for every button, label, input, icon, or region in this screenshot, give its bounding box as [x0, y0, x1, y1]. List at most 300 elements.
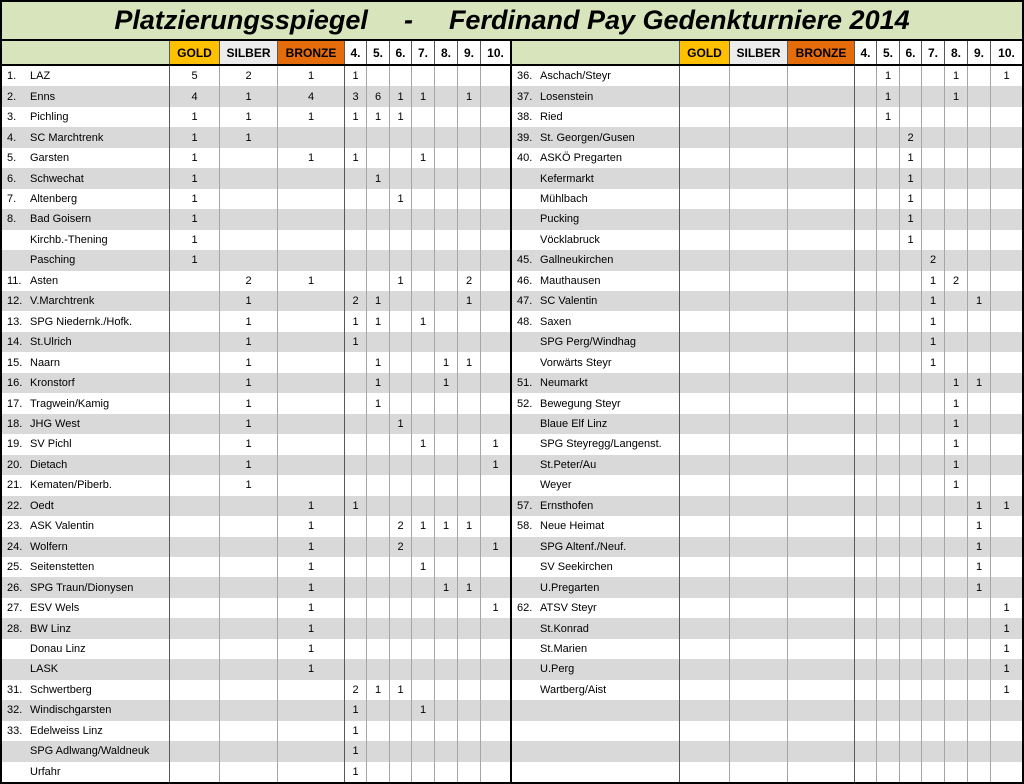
header-place-4: 4. — [345, 41, 367, 64]
header-gold: GOLD — [170, 41, 220, 64]
place-4-count — [855, 230, 877, 250]
team-cell — [2, 721, 170, 741]
place-10-count: 1 — [492, 602, 499, 615]
team-cell — [512, 639, 680, 659]
place-8-count — [945, 598, 968, 618]
rank-label: 24. — [7, 540, 23, 553]
table-row — [2, 393, 510, 413]
place-9-count — [458, 659, 481, 679]
silber-count — [220, 168, 278, 188]
place-4-count — [855, 332, 877, 352]
place-5-count — [877, 311, 900, 331]
place-6-count — [900, 373, 922, 393]
place-7-count: 1 — [412, 516, 435, 536]
bronze-count — [788, 434, 855, 454]
rank-label: 27. — [7, 602, 23, 615]
bronze-count — [788, 741, 855, 761]
place-10-count — [991, 168, 1022, 188]
silber-count — [730, 577, 788, 597]
place-9-count: 1 — [458, 291, 481, 311]
place-10-count — [481, 393, 510, 413]
gold-count — [680, 189, 730, 209]
gold-count — [170, 496, 220, 516]
place-9-count — [458, 618, 481, 638]
gold-count — [170, 271, 220, 291]
silber-count — [730, 86, 788, 106]
place-5-count — [877, 496, 900, 516]
team-name: SC Valentin — [540, 295, 598, 308]
bronze-count — [278, 209, 345, 229]
team-cell — [2, 291, 170, 311]
place-10-count — [481, 680, 510, 700]
silber-count — [220, 577, 278, 597]
silber-count — [730, 455, 788, 475]
team-cell — [512, 721, 680, 741]
place-10-count — [991, 557, 1022, 577]
rank-label: 38. — [517, 111, 533, 124]
place-4-count — [345, 598, 367, 618]
place-8-count — [945, 250, 968, 270]
bronze-count — [788, 618, 855, 638]
team-name: Mauthausen — [540, 274, 601, 287]
silber-count — [220, 537, 278, 557]
silber-count — [220, 639, 278, 659]
table-row — [2, 332, 510, 352]
gold-count — [680, 414, 730, 434]
place-8-count — [945, 557, 968, 577]
place-4-count — [345, 659, 367, 679]
gold-count: 1 — [170, 209, 220, 229]
team-cell — [512, 516, 680, 536]
place-10-count — [481, 496, 510, 516]
place-5-count — [877, 127, 900, 147]
place-6-count — [900, 475, 922, 495]
team-name: Windischgarsten — [30, 704, 112, 717]
table-row — [512, 311, 1022, 331]
team-cell — [512, 311, 680, 331]
silber-count — [730, 189, 788, 209]
place-8-count — [435, 618, 458, 638]
table-right — [512, 41, 1022, 782]
place-10-count: 1 — [492, 438, 499, 451]
place-6-count — [900, 86, 922, 106]
place-8-count — [435, 332, 458, 352]
place-4-count — [855, 352, 877, 372]
header-place-5: 5. — [877, 41, 900, 64]
place-4-count — [345, 393, 367, 413]
silber-count — [730, 741, 788, 761]
bronze-count: 1 — [278, 577, 345, 597]
bronze-count — [278, 680, 345, 700]
bronze-count — [788, 700, 855, 720]
place-10-count — [481, 700, 510, 720]
place-4-count — [345, 557, 367, 577]
place-5-count — [367, 557, 390, 577]
bronze-count — [788, 311, 855, 331]
team-cell — [512, 434, 680, 454]
place-6-count — [390, 659, 412, 679]
place-6-count — [900, 271, 922, 291]
place-8-count — [435, 762, 458, 782]
table-row — [2, 352, 510, 372]
team-name: Saxen — [540, 315, 572, 328]
place-8-count — [435, 496, 458, 516]
gold-count — [680, 741, 730, 761]
place-6-count — [390, 762, 412, 782]
place-9-count — [968, 700, 991, 720]
team-name: Neue Heimat — [540, 520, 605, 533]
table-row — [2, 537, 510, 557]
place-6-count: 1 — [390, 107, 412, 127]
place-7-count — [922, 721, 945, 741]
place-8-count — [435, 250, 458, 270]
place-5-count — [877, 332, 900, 352]
place-10-count — [991, 700, 1022, 720]
place-8-count — [945, 700, 968, 720]
place-7-count — [922, 66, 945, 86]
table-row — [512, 721, 1022, 741]
place-4-count — [855, 659, 877, 679]
team-name: Garsten — [30, 152, 70, 165]
place-8-count: 1 — [945, 373, 968, 393]
bronze-count — [788, 455, 855, 475]
table-row — [2, 373, 510, 393]
place-10-count — [481, 271, 510, 291]
rank-label: 21. — [7, 479, 23, 492]
place-8-count — [945, 168, 968, 188]
table-row — [512, 577, 1022, 597]
rank-label: 31. — [7, 683, 23, 696]
bronze-count — [788, 577, 855, 597]
place-7-count — [922, 168, 945, 188]
team-cell — [2, 577, 170, 597]
place-4-count: 1 — [345, 107, 367, 127]
header-silber: SILBER — [730, 41, 788, 64]
table-row — [2, 639, 510, 659]
place-6-count — [900, 311, 922, 331]
bronze-count: 1 — [278, 148, 345, 168]
place-6-count — [390, 311, 412, 331]
place-8-count — [945, 209, 968, 229]
team-cell — [2, 230, 170, 250]
team-name: ESV Wels — [30, 602, 80, 615]
bronze-count — [788, 762, 855, 782]
bronze-count: 1 — [278, 598, 345, 618]
rank-label: 13. — [7, 315, 23, 328]
silber-count — [220, 557, 278, 577]
team-name: SPG Perg/Windhag — [540, 336, 636, 349]
rank-label: 36. — [517, 70, 533, 83]
place-10-count: 1 — [1003, 70, 1010, 83]
place-9-count: 1 — [968, 537, 991, 557]
place-8-count: 1 — [945, 455, 968, 475]
table-left — [2, 41, 512, 782]
place-5-count — [367, 516, 390, 536]
bronze-count — [788, 332, 855, 352]
place-8-count — [435, 107, 458, 127]
place-6-count — [900, 496, 922, 516]
bronze-count — [278, 291, 345, 311]
silber-count — [220, 741, 278, 761]
place-4-count — [855, 434, 877, 454]
table-row — [512, 639, 1022, 659]
team-cell — [2, 680, 170, 700]
place-9-count: 1 — [458, 516, 481, 536]
place-9-count — [968, 250, 991, 270]
silber-count — [730, 393, 788, 413]
team-name: Pucking — [540, 213, 580, 226]
team-name: SPG Adlwang/Waldneuk — [30, 745, 150, 758]
place-5-count — [367, 741, 390, 761]
table-row — [2, 311, 510, 331]
team-name: Altenberg — [30, 192, 78, 205]
bronze-count — [788, 86, 855, 106]
place-4-count — [855, 66, 877, 86]
place-10-count — [991, 721, 1022, 741]
place-7-count — [412, 475, 435, 495]
rank-label: 3. — [7, 111, 17, 124]
bronze-count — [278, 475, 345, 495]
place-6-count — [390, 209, 412, 229]
place-8-count — [945, 352, 968, 372]
place-7-count — [922, 516, 945, 536]
bronze-count — [788, 209, 855, 229]
place-9-count — [458, 721, 481, 741]
place-4-count — [855, 557, 877, 577]
place-10-count — [481, 475, 510, 495]
place-7-count — [922, 189, 945, 209]
place-4-count — [855, 189, 877, 209]
silber-count — [730, 762, 788, 782]
table-row — [2, 189, 510, 209]
team-cell — [2, 475, 170, 495]
place-6-count — [900, 700, 922, 720]
place-6-count: 2 — [900, 127, 922, 147]
place-6-count: 1 — [900, 209, 922, 229]
table-row — [512, 434, 1022, 454]
place-6-count — [390, 168, 412, 188]
header-place-8: 8. — [435, 41, 458, 64]
place-4-count — [855, 291, 877, 311]
table-row — [512, 291, 1022, 311]
team-cell — [512, 557, 680, 577]
place-6-count — [900, 659, 922, 679]
rank-label: 33. — [7, 724, 23, 737]
place-10-count — [991, 577, 1022, 597]
gold-count — [170, 414, 220, 434]
place-9-count — [968, 332, 991, 352]
gold-count — [170, 537, 220, 557]
place-5-count — [877, 209, 900, 229]
place-10-count: 1 — [1003, 499, 1010, 512]
gold-count — [170, 516, 220, 536]
bronze-count — [788, 393, 855, 413]
place-7-count — [922, 475, 945, 495]
place-5-count — [367, 271, 390, 291]
place-10-count — [481, 557, 510, 577]
bronze-count — [788, 557, 855, 577]
place-4-count: 2 — [345, 680, 367, 700]
gold-count — [170, 721, 220, 741]
silber-count: 1 — [220, 393, 278, 413]
place-10-count — [481, 107, 510, 127]
place-10-count — [481, 516, 510, 536]
team-cell — [512, 393, 680, 413]
team-cell — [2, 496, 170, 516]
place-5-count — [877, 230, 900, 250]
place-8-count — [945, 127, 968, 147]
place-6-count — [900, 557, 922, 577]
place-8-count: 1 — [945, 393, 968, 413]
place-7-count — [412, 127, 435, 147]
place-9-count — [968, 148, 991, 168]
rank-label: 8. — [7, 213, 17, 226]
gold-count — [170, 455, 220, 475]
place-8-count: 1 — [945, 475, 968, 495]
team-cell — [512, 577, 680, 597]
bronze-count: 1 — [278, 537, 345, 557]
gold-count: 4 — [170, 86, 220, 106]
gold-count — [680, 639, 730, 659]
silber-count — [220, 148, 278, 168]
table-row — [2, 209, 510, 229]
place-7-count — [922, 762, 945, 782]
team-cell — [512, 700, 680, 720]
gold-count — [680, 598, 730, 618]
place-10-count: 1 — [1003, 602, 1010, 615]
place-5-count — [367, 332, 390, 352]
gold-count: 5 — [170, 66, 220, 86]
team-cell — [512, 250, 680, 270]
place-7-count — [412, 332, 435, 352]
place-9-count — [968, 393, 991, 413]
team-name: Mühlbach — [540, 192, 588, 205]
team-name: BW Linz — [30, 622, 71, 635]
place-6-count — [900, 332, 922, 352]
bronze-count — [278, 393, 345, 413]
table-row — [512, 127, 1022, 147]
place-6-count — [900, 721, 922, 741]
place-8-count — [435, 291, 458, 311]
place-6-count: 1 — [390, 414, 412, 434]
place-8-count — [435, 168, 458, 188]
place-8-count — [945, 107, 968, 127]
place-6-count — [390, 455, 412, 475]
silber-count: 1 — [220, 434, 278, 454]
bronze-count — [788, 168, 855, 188]
place-5-count — [877, 455, 900, 475]
place-9-count — [458, 475, 481, 495]
silber-count — [730, 250, 788, 270]
silber-count: 1 — [220, 475, 278, 495]
place-5-count: 1 — [367, 107, 390, 127]
silber-count — [220, 598, 278, 618]
place-9-count — [458, 189, 481, 209]
place-8-count: 1 — [945, 414, 968, 434]
place-10-count — [481, 414, 510, 434]
place-7-count — [922, 414, 945, 434]
gold-count — [170, 373, 220, 393]
place-6-count — [390, 66, 412, 86]
place-7-count — [412, 537, 435, 557]
place-5-count — [367, 209, 390, 229]
place-5-count — [877, 168, 900, 188]
place-9-count — [968, 680, 991, 700]
team-cell — [2, 332, 170, 352]
place-5-count: 1 — [367, 393, 390, 413]
place-4-count — [855, 373, 877, 393]
table-row — [512, 557, 1022, 577]
place-10-count — [481, 618, 510, 638]
header-team-column — [2, 41, 170, 64]
bronze-count: 1 — [278, 557, 345, 577]
place-10-count — [991, 332, 1022, 352]
team-cell — [2, 148, 170, 168]
gold-count: 1 — [170, 148, 220, 168]
header-row — [512, 41, 1022, 66]
place-5-count — [367, 700, 390, 720]
place-4-count — [345, 250, 367, 270]
place-5-count: 1 — [367, 291, 390, 311]
silber-count — [730, 557, 788, 577]
silber-count — [730, 475, 788, 495]
place-10-count — [481, 577, 510, 597]
table-row — [512, 209, 1022, 229]
bronze-count — [788, 414, 855, 434]
place-8-count — [435, 455, 458, 475]
place-9-count — [458, 496, 481, 516]
place-9-count — [968, 230, 991, 250]
place-7-count — [412, 680, 435, 700]
place-4-count — [345, 209, 367, 229]
team-cell — [512, 127, 680, 147]
place-6-count — [390, 618, 412, 638]
table-row — [512, 680, 1022, 700]
rank-label: 58. — [517, 520, 533, 533]
place-4-count — [855, 721, 877, 741]
place-5-count — [367, 148, 390, 168]
team-cell — [512, 168, 680, 188]
rank-label: 1. — [7, 70, 17, 83]
gold-count — [680, 455, 730, 475]
team-cell — [512, 86, 680, 106]
rank-label: 26. — [7, 581, 23, 594]
silber-count: 1 — [220, 414, 278, 434]
gold-count — [680, 332, 730, 352]
place-7-count — [922, 127, 945, 147]
bronze-count — [788, 475, 855, 495]
place-7-count — [922, 148, 945, 168]
place-6-count: 1 — [390, 271, 412, 291]
place-10-count — [991, 475, 1022, 495]
header-bronze: BRONZE — [278, 41, 345, 64]
header-row — [2, 41, 510, 66]
place-9-count — [458, 557, 481, 577]
place-8-count — [435, 414, 458, 434]
place-5-count — [367, 598, 390, 618]
table-row — [512, 230, 1022, 250]
bronze-count: 1 — [278, 659, 345, 679]
place-5-count — [877, 271, 900, 291]
place-4-count — [855, 311, 877, 331]
place-8-count — [945, 762, 968, 782]
place-10-count — [481, 352, 510, 372]
place-9-count — [458, 230, 481, 250]
table-row — [512, 598, 1022, 618]
team-name: Schwertberg — [30, 683, 92, 696]
bronze-count — [788, 230, 855, 250]
bronze-count — [788, 271, 855, 291]
